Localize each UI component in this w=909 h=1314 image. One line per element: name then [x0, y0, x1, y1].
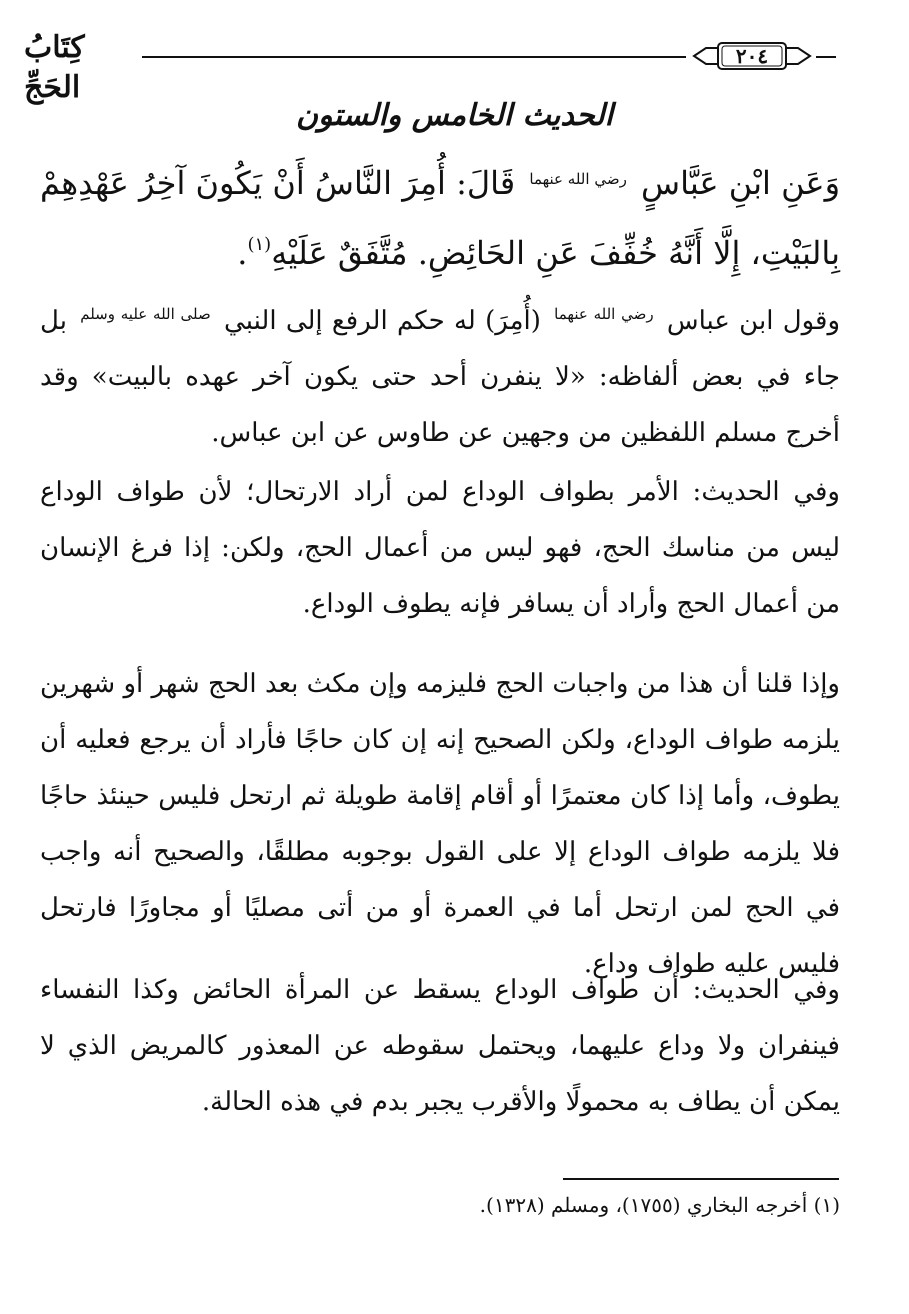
- hadith-text: [40, 148, 840, 284]
- header-rule: [142, 56, 686, 58]
- page-number: ٢٠٤: [735, 44, 769, 68]
- footnote-ref: (١): [247, 234, 272, 255]
- hadith-text-part2: قَالَ: أُمِرَ النَّاسُ أَنْ يَكُونَ آخِرُ عَهْدِهِمْ بِالبَيْتِ، إِلَّا أَنَّهُ خُفِّفَ عَنِ الحَائِضِ. مُتَّفَقٌ عَلَيْهِ: [40, 164, 840, 272]
- honorific-calligraphy: رضي الله عنهما: [554, 305, 654, 323]
- hadith-text-part1: وَعَنِ ابْنِ عَبَّاسٍ: [641, 164, 841, 202]
- page-header: [24, 26, 836, 105]
- commentary-paragraph: [40, 286, 840, 461]
- header-rule-right: [816, 56, 836, 58]
- footnote: (١) أخرجه البخاري (١٧٥٥)، ومسلم (١٣٢٨).: [479, 1193, 840, 1217]
- honorific-calligraphy: رضي الله عنهما: [529, 170, 627, 188]
- paragraph-text: (أُمِرَ) له حكم الرفع إلى النبي: [224, 306, 541, 336]
- paragraph-text: وقول ابن عباس: [666, 306, 841, 336]
- commentary-paragraph: وإذا قلنا أن هذا من واجبات الحج فليزمه وإن مكث بعد الحج شهر أو شهرين يلزمه طواف الوداع، ولكن الصحيح إنه إن كان حاجًا فأراد أن يرجع فعليه أن يطوف، وأما إذا كان معتمرًا أو أقام إقامة طويلة ثم ارتحل فليس حينئذ حاجًا فلا يلزمه طواف الوداع إلا على القول بوجوبه مطلقًا، والصحيح أنه واجب في الحج لمن ارتحل أما في العمرة أو من أتى مصليًا أو مجاورًا فارتحل فليس عليه طواف وداع.: [40, 669, 840, 979]
- commentary-paragraph: وفي الحديث: الأمر بطواف الوداع لمن أراد الارتحال؛ لأن طواف الوداع ليس من مناسك الحج، فهو ليس من أعمال الحج، ولكن: إذا فرغ الإنسان من أعمال الحج وأراد أن يسافر فإنه يطوف الوداع.: [40, 477, 840, 619]
- hadith-end-mark: .: [237, 234, 248, 272]
- footnote-separator: [563, 1178, 839, 1180]
- hadith-heading: الحديث الخامس والستون: [296, 98, 613, 133]
- commentary-paragraph: وفي الحديث: أن طواف الوداع يسقط عن المرأة الحائض وكذا النفساء فينفران ولا وداع عليهما، ويحتمل سقوطه عن المعذور كالمريض الذي لا يمكن أن يطاف به محمولًا والأقرب يجبر بدم في هذه الحالة.: [40, 975, 840, 1117]
- honorific-calligraphy: صلى الله عليه وسلم: [80, 305, 211, 323]
- paragraph-text: بل جاء في بعض ألفاظه: «لا ينفرن أحد حتى يكون آخر عهده بالبيت» وقد أخرج مسلم اللفظين من وجهين عن طاوس عن ابن عباس.: [40, 306, 840, 448]
- book-title: كِتَابُ الحَجِّ: [24, 30, 85, 105]
- page-number-ornament: [692, 40, 812, 72]
